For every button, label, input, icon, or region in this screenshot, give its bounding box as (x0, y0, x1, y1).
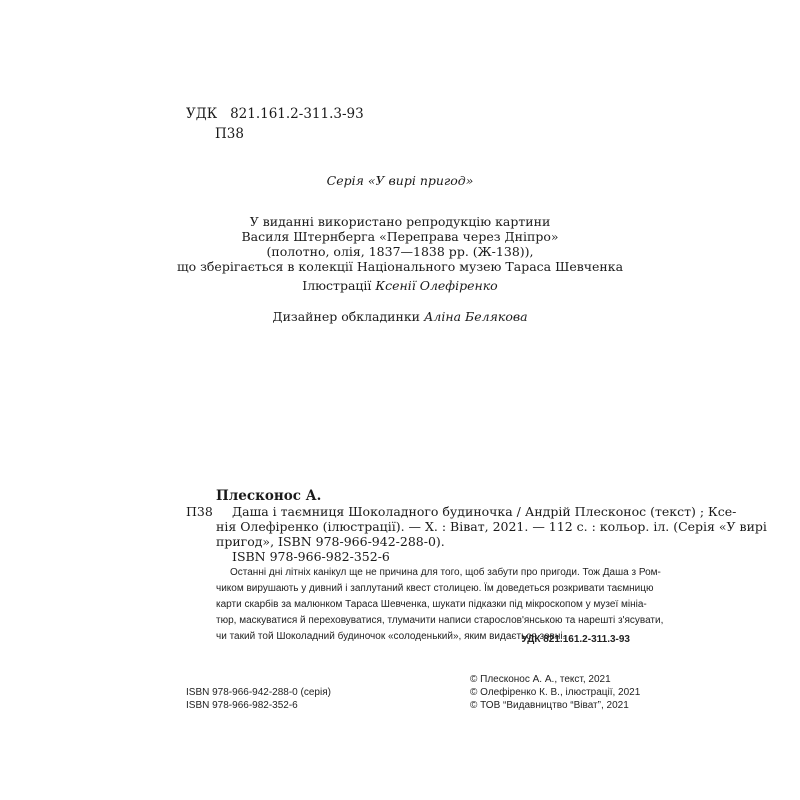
reproduction-line-2: Василя Штернберга «Переправа через Дніпро» (241, 229, 559, 244)
isbn-book: ISBN 978-966-982-352-6 (186, 700, 298, 711)
series-line (0, 173, 800, 188)
copyright-text: © Плесконос А. А., текст, 2021 (470, 674, 611, 685)
isbn-series: ISBN 978-966-942-288-0 (серія) (186, 687, 331, 698)
cover-designer-credit (0, 309, 800, 324)
reproduction-line-3: (полотно, олія, 1837—1838 рр. (Ж-138)), (266, 244, 534, 259)
annotation-line-4: тюр, маскуватися й переховуватися, тлумачити написи старослов'янською та нарешті з'ясувати, (216, 615, 664, 626)
udk-bottom: УДК 821.161.2-311.3-93 (521, 634, 630, 645)
illustrations-credit (0, 278, 800, 293)
annotation-line-5: чи такий той Шоколадний будиночок «солоденький», яким видається зовні. (216, 631, 566, 642)
annotation-line-3: карти скарбів за малюнком Тараса Шевченка, шукати підказки під мікроскопом у музеї мініа- (216, 599, 647, 610)
reproduction-line-4: що зберігається в колекції Національного музею Тараса Шевченка (176, 259, 624, 274)
catalog-mark: П38 (186, 504, 213, 519)
illustrations-label: Ілюстрації (302, 278, 372, 293)
series-text: Серія «У вирі пригод» (326, 173, 474, 188)
udk-label: УДК (186, 106, 218, 122)
reproduction-line-1: У виданні використано репродукцію картини (249, 214, 551, 229)
author-mark: П38 (215, 126, 244, 142)
annotation-line-2: чиком вирушають у дивний і заплутаний квест столицею. Їм доведеться розкривати таємницю (216, 583, 654, 594)
cover-designer-label: Дизайнер обкладинки (272, 309, 420, 324)
copyright-publisher: © ТОВ “Видавництво “Віват”, 2021 (470, 700, 629, 711)
udk-code: 821.161.2-311.3-93 (230, 106, 364, 122)
cover-designer-name: Аліна Белякова (423, 309, 528, 324)
catalog-author-heading (216, 488, 321, 504)
annotation-line-1: Останні дні літніх канікул ще не причина для того, щоб забути про пригоди. Тож Даша з Ром- (230, 567, 661, 578)
catalog-line-3: пригод», ISBN 978-966-942-288-0). (216, 534, 445, 549)
catalog-author-name: Плесконос А. (216, 488, 322, 504)
illustrations-name: Ксенії Олефіренко (375, 278, 498, 293)
catalog-line-1: Даша і таємниця Шоколадного будиночка / Андрій Плесконос (текст) ; Ксе- (232, 504, 737, 519)
catalog-isbn: ISBN 978-966-982-352-6 (232, 549, 390, 564)
udk-line (186, 106, 364, 122)
catalog-line-2: нія Олефіренко (ілюстрації). — Х. : Віват, 2021. — 112 с. : кольор. іл. (Серія «У вирі (216, 519, 767, 534)
copyright-illustrations: © Олефіренко К. В., ілюстрації, 2021 (470, 687, 641, 698)
